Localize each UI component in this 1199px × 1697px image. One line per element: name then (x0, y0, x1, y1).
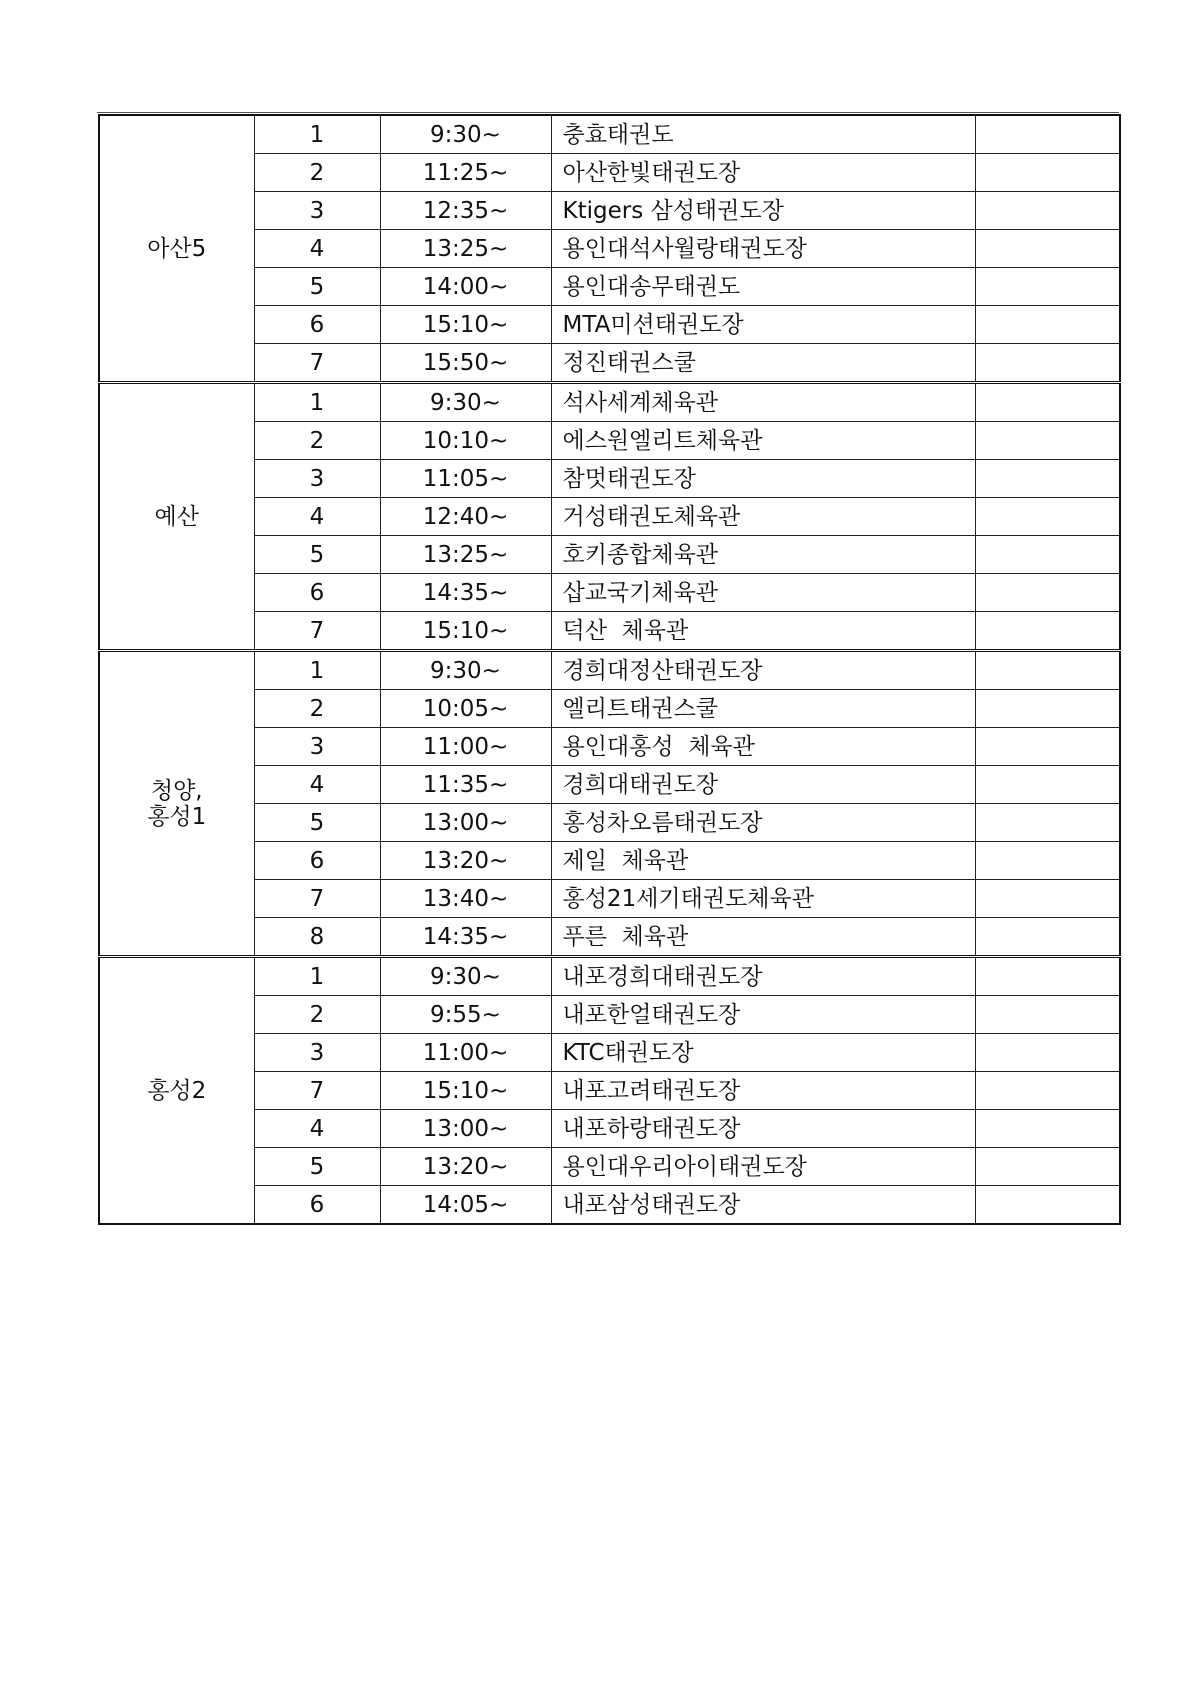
gym-name-cell: 용인대홍성 체육관 (551, 728, 975, 766)
region-cell: 청양, 홍성1 (99, 651, 254, 957)
order-number-cell: 1 (254, 957, 380, 996)
order-number-cell: 1 (254, 651, 380, 690)
region-group (99, 115, 1120, 383)
gym-name-cell: 내포삼성태권도장 (551, 1186, 975, 1225)
start-time-cell: 11:00~ (380, 728, 551, 766)
gym-name-cell: 충효태권도 (551, 115, 975, 154)
gym-name-cell: 석사세계체육관 (551, 383, 975, 422)
gym-name-cell: 용인대석사월랑태권도장 (551, 230, 975, 268)
order-number-cell: 5 (254, 1148, 380, 1186)
order-number-cell: 5 (254, 536, 380, 574)
gym-name-cell: 제일 체육관 (551, 842, 975, 880)
gym-name-cell: 아산한빛태권도장 (551, 154, 975, 192)
region-cell: 홍성2 (99, 957, 254, 1225)
order-number-cell: 1 (254, 115, 380, 154)
note-cell (975, 957, 1120, 996)
note-cell (975, 1072, 1120, 1110)
start-time-cell: 15:50~ (380, 344, 551, 383)
gym-name-cell: 덕산 체육관 (551, 612, 975, 651)
note-cell (975, 880, 1120, 918)
note-cell (975, 651, 1120, 690)
start-time-cell: 13:25~ (380, 230, 551, 268)
region-group (99, 651, 1120, 957)
note-cell (975, 690, 1120, 728)
order-number-cell: 6 (254, 306, 380, 344)
note-cell (975, 383, 1120, 422)
gym-name-cell: 정진태권스쿨 (551, 344, 975, 383)
start-time-cell: 10:10~ (380, 422, 551, 460)
order-number-cell: 4 (254, 766, 380, 804)
order-number-cell: 2 (254, 422, 380, 460)
start-time-cell: 15:10~ (380, 1072, 551, 1110)
start-time-cell: 13:00~ (380, 1110, 551, 1148)
start-time-cell: 14:05~ (380, 1186, 551, 1225)
start-time-cell: 12:35~ (380, 192, 551, 230)
region-group (99, 383, 1120, 651)
gym-name-cell: 홍성차오름태권도장 (551, 804, 975, 842)
gym-name-cell: 거성태권도체육관 (551, 498, 975, 536)
start-time-cell: 12:40~ (380, 498, 551, 536)
note-cell (975, 268, 1120, 306)
gym-name-cell: 에스원엘리트체육관 (551, 422, 975, 460)
order-number-cell: 6 (254, 1186, 380, 1225)
note-cell (975, 498, 1120, 536)
start-time-cell: 9:30~ (380, 383, 551, 422)
region-cell: 예산 (99, 383, 254, 651)
start-time-cell: 13:20~ (380, 1148, 551, 1186)
order-number-cell: 8 (254, 918, 380, 957)
gym-name-cell: 내포경희대태권도장 (551, 957, 975, 996)
note-cell (975, 1148, 1120, 1186)
start-time-cell: 11:35~ (380, 766, 551, 804)
note-cell (975, 536, 1120, 574)
order-number-cell: 1 (254, 383, 380, 422)
order-number-cell: 7 (254, 880, 380, 918)
order-number-cell: 7 (254, 612, 380, 651)
gym-name-cell: 경희대정산태권도장 (551, 651, 975, 690)
start-time-cell: 11:25~ (380, 154, 551, 192)
note-cell (975, 612, 1120, 651)
start-time-cell: 14:35~ (380, 918, 551, 957)
start-time-cell: 13:00~ (380, 804, 551, 842)
order-number-cell: 7 (254, 344, 380, 383)
gym-name-cell: MTA미션태권도장 (551, 306, 975, 344)
note-cell (975, 728, 1120, 766)
note-cell (975, 154, 1120, 192)
start-time-cell: 13:20~ (380, 842, 551, 880)
table-row (99, 383, 1120, 422)
gym-name-cell: 내포고려태권도장 (551, 1072, 975, 1110)
note-cell (975, 230, 1120, 268)
table-row (99, 651, 1120, 690)
start-time-cell: 11:00~ (380, 1034, 551, 1072)
order-number-cell: 3 (254, 192, 380, 230)
note-cell (975, 842, 1120, 880)
order-number-cell: 5 (254, 804, 380, 842)
note-cell (975, 1034, 1120, 1072)
start-time-cell: 9:55~ (380, 996, 551, 1034)
start-time-cell: 15:10~ (380, 612, 551, 651)
note-cell (975, 422, 1120, 460)
start-time-cell: 13:40~ (380, 880, 551, 918)
top-rule (97, 112, 1119, 113)
gym-name-cell: 내포하랑태권도장 (551, 1110, 975, 1148)
table-row (99, 115, 1120, 154)
order-number-cell: 7 (254, 1072, 380, 1110)
order-number-cell: 6 (254, 842, 380, 880)
order-number-cell: 4 (254, 230, 380, 268)
schedule-table (98, 114, 1121, 1225)
start-time-cell: 9:30~ (380, 957, 551, 996)
order-number-cell: 2 (254, 154, 380, 192)
note-cell (975, 306, 1120, 344)
note-cell (975, 804, 1120, 842)
note-cell (975, 766, 1120, 804)
order-number-cell: 3 (254, 728, 380, 766)
start-time-cell: 13:25~ (380, 536, 551, 574)
gym-name-cell: 용인대우리아이태권도장 (551, 1148, 975, 1186)
table-row (99, 957, 1120, 996)
gym-name-cell: KTC태권도장 (551, 1034, 975, 1072)
order-number-cell: 2 (254, 996, 380, 1034)
order-number-cell: 2 (254, 690, 380, 728)
start-time-cell: 9:30~ (380, 651, 551, 690)
start-time-cell: 14:35~ (380, 574, 551, 612)
order-number-cell: 4 (254, 1110, 380, 1148)
note-cell (975, 344, 1120, 383)
note-cell (975, 192, 1120, 230)
gym-name-cell: 호키종합체육관 (551, 536, 975, 574)
gym-name-cell: 참멋태권도장 (551, 460, 975, 498)
gym-name-cell: 내포한얼태권도장 (551, 996, 975, 1034)
start-time-cell: 10:05~ (380, 690, 551, 728)
region-group (99, 957, 1120, 1225)
note-cell (975, 460, 1120, 498)
gym-name-cell: 엘리트태권스쿨 (551, 690, 975, 728)
start-time-cell: 14:00~ (380, 268, 551, 306)
start-time-cell: 15:10~ (380, 306, 551, 344)
note-cell (975, 574, 1120, 612)
note-cell (975, 115, 1120, 154)
note-cell (975, 1186, 1120, 1225)
note-cell (975, 1110, 1120, 1148)
region-cell: 아산5 (99, 115, 254, 383)
gym-name-cell: 삽교국기체육관 (551, 574, 975, 612)
gym-name-cell: Ktigers 삼성태권도장 (551, 192, 975, 230)
order-number-cell: 3 (254, 460, 380, 498)
gym-name-cell: 홍성21세기태권도체육관 (551, 880, 975, 918)
order-number-cell: 6 (254, 574, 380, 612)
gym-name-cell: 경희대태권도장 (551, 766, 975, 804)
order-number-cell: 3 (254, 1034, 380, 1072)
start-time-cell: 11:05~ (380, 460, 551, 498)
order-number-cell: 5 (254, 268, 380, 306)
note-cell (975, 918, 1120, 957)
order-number-cell: 4 (254, 498, 380, 536)
gym-name-cell: 용인대송무태권도 (551, 268, 975, 306)
start-time-cell: 9:30~ (380, 115, 551, 154)
note-cell (975, 996, 1120, 1034)
gym-name-cell: 푸른 체육관 (551, 918, 975, 957)
